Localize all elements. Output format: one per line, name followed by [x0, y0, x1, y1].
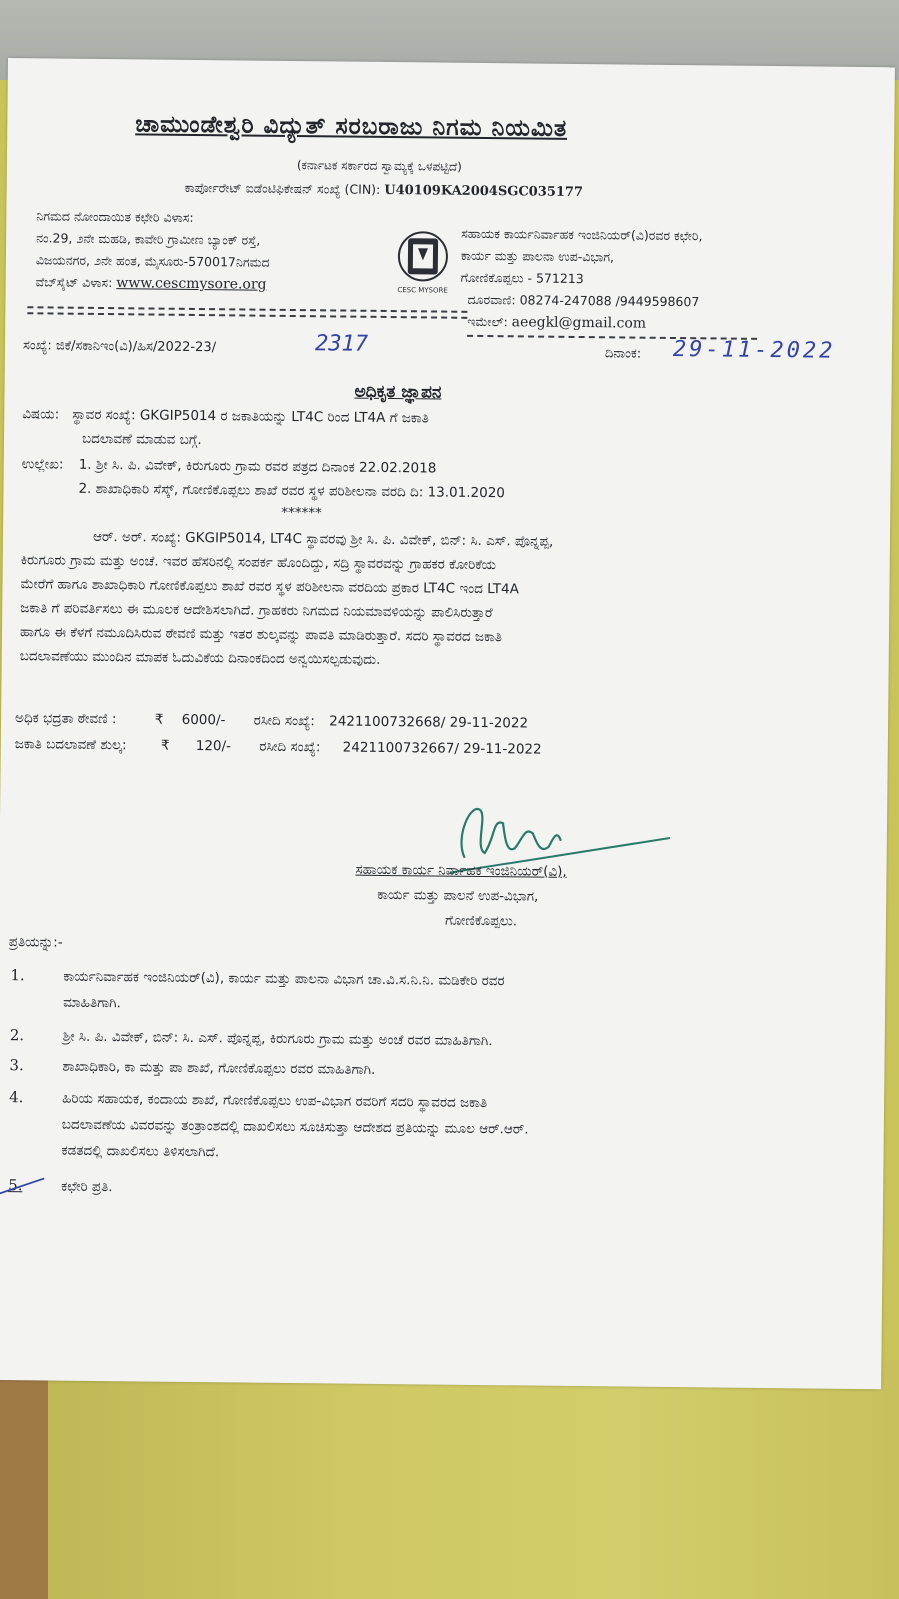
- signatory-designation: ಸಹಾಯಕ ಕಾರ್ಯ ನಿರ್ವಾಹಕ ಇಂಜಿನಿಯರ್(ವಿ),: [355, 861, 567, 880]
- header-divider: [27, 312, 467, 319]
- references-label: ಉಲ್ಲೇಖ:: [21, 456, 64, 473]
- signatory-place: ಗೋಣಿಕೊಪ್ಪಲು.: [444, 912, 518, 930]
- office-address-line-2: ಕಾರ್ಯ ಮತ್ತು ಪಾಲನಾ ಉಪ-ವಿಭಾಗ,: [460, 247, 615, 265]
- reference-item-1: 1. ಶ್ರೀ ಸಿ. ಪಿ. ವಿವೇಕ್, ಕಿರುಗೂರು ಗ್ರಾಮ ರವರ ಪತ್ರದ ದಿನಾಂಕ 22.02.2018: [78, 456, 437, 477]
- cin-label: ಕಾರ್ಪೋರೇಟ್ ಐಡೆಂಟಿಫಿಕೇಷನ್ ಸಂಖ್ಯೆ (CIN):: [184, 179, 381, 197]
- copy-number: 3.: [9, 1056, 24, 1075]
- organization-subtitle: (ಕರ್ನಾಟಕ ಸರ್ಕಾರದ ಸ್ವಾಮ್ಯಕ್ಕೆ ಒಳಪಟ್ಟಿದೆ): [296, 158, 462, 174]
- email-label: ಇಮೇಲ್:: [467, 313, 508, 330]
- rupee-symbol: ₹: [160, 737, 170, 754]
- body-line: ಜಕಾತಿ ಗೆ ಪರಿವರ್ತಿಸಲು ಈ ಮೂಲಕ ಆದೇಶಿಸಲಾಗಿದೆ. ಗ್ರಾಹಕರು ನಿಗಮದ ನಿಯಮಾವಳಿಯನ್ನು ಪಾಲಿಸಿರುತ್ತಾರೆ: [20, 600, 493, 622]
- document-heading: ಅಧಿಕೃತ ಜ್ಞಾಪನ: [354, 381, 442, 403]
- copy-item-line: ಕಡತದಲ್ಲಿ ದಾಖಲಿಸಲು ತಿಳಿಸಲಾಗಿದೆ.: [61, 1142, 220, 1161]
- website-label: ವೆಬ್‌ಸೈಟ್ ವಿಳಾಸ:: [35, 274, 113, 291]
- payment-label: ಅಧಿಕ ಭದ್ರತಾ ಠೇವಣಿ :: [15, 710, 117, 728]
- copy-number: 2.: [9, 1026, 25, 1045]
- payment-label: ಜಕಾತಿ ಬದಲಾವಣೆ ಶುಲ್ಕ:: [14, 736, 127, 754]
- receipt-number: 2421100732668/ 29-11-2022: [329, 713, 529, 732]
- separator-stars: ******: [281, 504, 322, 522]
- logo-text: CESC MYSORE: [397, 286, 448, 295]
- copy-item-line: ಬದಲಾವಣೆಯ ವಿವರವನ್ನು ತಂತ್ರಾಂಶದಲ್ಲಿ ದಾಖಲಿಸಲು ಸೂಚಿಸುತ್ತಾ ಆದೇಶದ ಪ್ರತಿಯನ್ನು ಮೂಲ ಆರ್.ಆರ್.: [61, 1116, 529, 1138]
- organization-name: ಚಾಮುಂಡೇಶ್ವರಿ ವಿದ್ಯುತ್ ಸರಬರಾಜು ನಿಗಮ ನಿಯಮಿತ: [135, 111, 568, 142]
- office-email-line: [467, 314, 646, 332]
- subject-line-1: ಸ್ಥಾವರ ಸಂಖ್ಯೆ: GKGIP5014 ರ ಜಕಾತಿಯನ್ನು LT4C ರಿಂದ LT4A ಗೆ ಜಕಾತಿ: [72, 406, 429, 427]
- website-link[interactable]: www.cescmysore.org: [116, 275, 267, 293]
- signatory-office: ಕಾರ್ಯ ಮತ್ತು ಪಾಲನೆ ಉಪ-ವಿಭಾಗ,: [377, 886, 539, 905]
- reference-number: ಸಂಖ್ಯೆ: ಜಿಕೆ/ಸಕಾನಿಇಂ(ವಿ)/ಹಿಸ/2022-23/: [22, 338, 217, 356]
- body-line: ಮೇರೆಗೆ ಹಾಗೂ ಶಾಖಾಧಿಕಾರಿ ಗೋಣಿಕೊಪ್ಪಲು ಶಾಖೆ ರವರ ಸ್ಥಳ ಪರಿಶೀಲನಾ ವರದಿಯ ಪ್ರಕಾರ LT4C ಇಂದ LT4A: [20, 576, 519, 598]
- email-address[interactable]: aeegkl@gmail.com: [511, 314, 647, 332]
- header-divider: [27, 306, 467, 313]
- receipt-number: 2421100732667/ 29-11-2022: [342, 739, 542, 758]
- copies-label: ಪ್ರತಿಯನ್ನು:-: [8, 934, 63, 951]
- cin-line: [185, 180, 584, 200]
- subject-line-2: ಬದಲಾವಣೆ ಮಾಡುವ ಬಗ್ಗೆ.: [81, 430, 202, 449]
- body-line: ಕಿರುಗೂರು ಗ್ರಾಮ ಮತ್ತು ಅಂಚೆ. ಇವರ ಹೆಸರಿನಲ್ಲಿ ಸಂಪರ್ಕ ಹೊಂದಿದ್ದು, ಸದ್ರಿ ಸ್ಥಾವರವನ್ನು ಗ್ರಾಹಕರ ಕೋರಿಕೆಯ: [20, 552, 497, 574]
- copy-item-line: ಕಾರ್ಯನಿರ್ವಾಹಕ ಇಂಜಿನಿಯರ್(ವಿ), ಕಾರ್ಯ ಮತ್ತು ಪಾಲನಾ ವಿಭಾಗ ಚಾ.ವಿ.ಸ.ನಿ.ನಿ. ಮಡಿಕೇರಿ ರವರ: [63, 968, 505, 990]
- body-line: ಹಾಗೂ ಈ ಕೆಳಗೆ ನಮೂದಿಸಿರುವ ಠೇವಣಿ ಮತ್ತು ಇತರ ಶುಲ್ಕವನ್ನು ಪಾವತಿ ಮಾಡಿರುತ್ತಾರೆ. ಸದರಿ ಸ್ಥಾವರದ ಜಕಾತಿ: [19, 624, 503, 646]
- copy-item-line: ಹಿರಿಯ ಸಹಾಯಕ, ಕಂದಾಯ ಶಾಖೆ, ಗೋಣಿಕೊಪ್ಪಲು ಉಪ-ವಿಭಾಗ ರವರಿಗೆ ಸದರಿ ಸ್ಥಾವರದ ಜಕಾತಿ: [62, 1090, 488, 1112]
- background-table: [0, 1360, 899, 1599]
- body-line: ಬದಲಾವಣೆಯು ಮುಂದಿನ ಮಾಪಕ ಓದುವಿಕೆಯ ದಿನಾಂಕದಿಂದ ಅನ್ವಯಿಸಲ್ಪಡುವುದು.: [19, 648, 381, 668]
- body-line: ಆರ್. ಅರ್. ಸಂಖ್ಯೆ: GKGIP5014, LT4C ಸ್ಥಾವರವು ಶ್ರೀ ಸಿ. ಪಿ. ವಿವೇಕ್, ಬಿನ್: ಸಿ. ಎಸ್. ಪೊನ್ನಪ್ಪ,: [92, 528, 554, 550]
- cin-value: U40109KA2004SGC035177: [384, 182, 584, 201]
- copy-item-line: ಮಾಹಿತಿಗಾಗಿ.: [63, 994, 121, 1012]
- reference-number-handwritten: 2317: [314, 331, 369, 357]
- payment-row: [15, 710, 528, 731]
- office-address-line-1: ಸಹಾಯಕ ಕಾರ್ಯನಿರ್ವಾಹಕ ಇಂಜಿನಿಯರ್(ವಿ)ರವರ ಕಛೇರಿ,: [461, 225, 703, 244]
- copy-item-line: ಶಾಖಾಧಿಕಾರಿ, ಕಾ ಮತ್ತು ಪಾ ಶಾಖೆ, ಗೋಣಿಕೊಪ್ಪಲು ರವರ ಮಾಹಿತಿಗಾಗಿ.: [62, 1058, 376, 1078]
- office-phone: ದೂರವಾಣಿ: 08274-247088 /9449598607: [467, 291, 700, 310]
- subject-label: ವಿಷಯ:: [22, 406, 60, 423]
- copy-number: 4.: [9, 1088, 24, 1107]
- date-label: ದಿನಾಂಕ:: [604, 346, 642, 362]
- handwritten-tick: [0, 1174, 46, 1203]
- payment-row: [15, 736, 542, 758]
- registered-office-label: ನಿಗಮದ ನೋಂದಾಯಿತ ಕಛೇರಿ ವಿಳಾಸ:: [36, 208, 194, 225]
- copy-number: 1.: [10, 966, 25, 985]
- registered-office-line-2: ವಿಜಯನಗರ, ೨ನೇ ಹಂತ, ಮೈಸೂರು-570017ನಿಗಮದ: [35, 252, 270, 270]
- website-line: [36, 274, 267, 292]
- rupee-symbol: ₹: [154, 711, 164, 728]
- copy-item-line: ಕಛೇರಿ ಪ್ರತಿ.: [61, 1178, 113, 1196]
- receipt-label: ರಸೀದಿ ಸಂಖ್ಯೆ:: [259, 738, 321, 756]
- payment-amount: 6000/-: [181, 711, 226, 729]
- date-handwritten: 29-11-2022: [672, 336, 836, 364]
- registered-office-line-1: ನಂ.29, ೨ನೇ ಮಹಡಿ, ಕಾವೇರಿ ಗ್ರಾಮೀಣ ಬ್ಯಾಂಕ್ ರಸ್ತೆ,: [36, 230, 261, 248]
- office-address-line-3: ಗೋಣಿಕೊಪ್ಪಲು - 571213: [460, 269, 584, 287]
- copy-item-line: ಶ್ರೀ ಸಿ. ಪಿ. ವಿವೇಕ್, ಬಿನ್: ಸಿ. ಎಸ್. ಪೊನ್ನಪ್ಪ, ಕಿರುಗೂರು ಗ್ರಾಮ ಮತ್ತು ಅಂಚೆ ರವರ ಮಾಹಿತಿಗಾಗಿ.: [62, 1028, 493, 1050]
- payment-amount: 120/-: [195, 738, 232, 755]
- cesc-logo: [396, 222, 452, 298]
- background-cardboard: [0, 1360, 48, 1599]
- copy-number: 5.: [8, 1176, 23, 1195]
- document-page: [0, 58, 895, 1389]
- reference-item-2: 2. ಶಾಖಾಧಿಕಾರಿ ಸೆಸ್ಕ್, ಗೋಣಿಕೊಪ್ಪಲು ಶಾಖೆ ರವರ ಸ್ಥಳ ಪರಿಶೀಲನಾ ವರದಿ ದಿ: 13.01.2020: [78, 480, 506, 502]
- receipt-label: ರಸೀದಿ ಸಂಖ್ಯೆ:: [253, 712, 315, 730]
